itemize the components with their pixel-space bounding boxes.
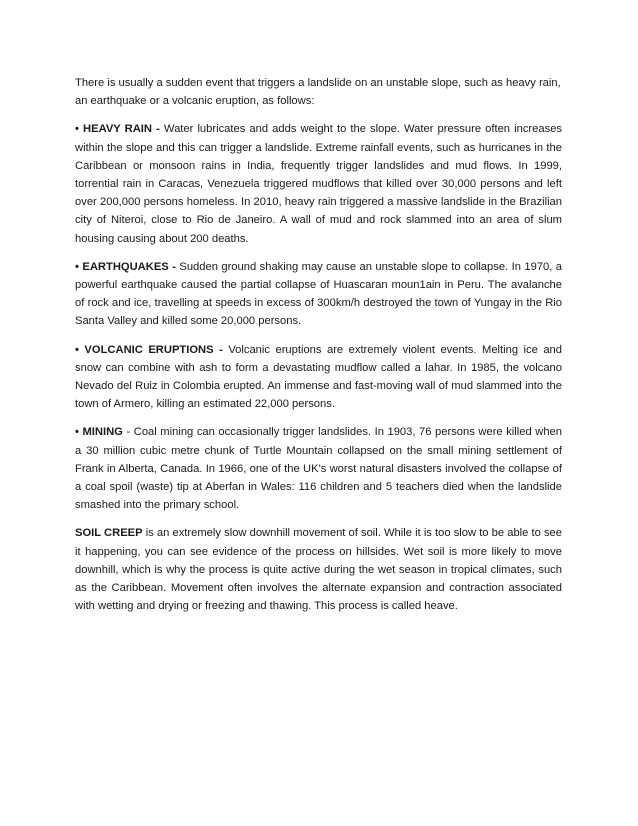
volcanic-eruptions-text: Volcanic eruptions are extremely violent events. Melting ice and snow can combine with ash to form a devastating mudflow called a lahar. In 1985, the volcano Nevado del Ruiz in Colombia erupted. An immense and fast-moving wall of mud slammed into the town of Armero, killing an estimated 22,000 persons. — [75, 343, 563, 411]
heavy-rain-heading: HEAVY RAIN - — [83, 123, 160, 136]
mining-text: - Coal mining can occasionally trigger landslides. In 1903, 76 persons were killed when a 30 million cubic metre chunk of Turtle Mountain collapsed on the small mining settlement of Frank in Alberta, Canada. In 1966, one of the UK's worst natural disasters involved the collapse of a coal spoil (waste) tip at Aberfan in Wales: 116 children and 5 teachers died when the landslide smashed into the primary school. — [75, 426, 562, 512]
volcanic-eruptions-bullet: • — [75, 343, 79, 356]
mining-heading: MINING — [82, 426, 123, 439]
soil-creep-text: is an extremely slow downhill movement of soil. While it is too slow to be able to see it happening, you can see evidence of the process on hillsides. Wet soil is more likely to move downhill, which is why the process is quite active during the wet season in tropical climates, such as the Caribbean. Movement often involves the alternate expansion and contraction associated with wetting and drying or freezing and thawing. This process is called heave. — [75, 527, 562, 613]
intro-paragraph: There is usually a sudden event that triggers a landslide on an unstable slope, such as heavy rain, an earthquake or a volcanic eruption, as follows: — [75, 77, 561, 108]
volcanic-eruptions-paragraph — [75, 341, 562, 414]
soil-creep-paragraph — [75, 524, 562, 615]
document-page — [75, 74, 562, 625]
earthquakes-paragraph — [75, 258, 562, 331]
mining-bullet: • — [75, 426, 79, 439]
heavy-rain-paragraph — [75, 120, 562, 247]
earthquakes-bullet: • — [75, 260, 79, 273]
mining-paragraph — [75, 423, 562, 514]
soil-creep-heading: SOIL CREEP — [75, 527, 143, 540]
volcanic-eruptions-heading: VOLCANIC ERUPTIONS - — [84, 343, 223, 356]
heavy-rain-text: Water lubricates and adds weight to the slope. Water pressure often increases within the slope and this can trigger a landslide. Extreme rainfall events, such as hurricanes in the Caribbean or monsoon rains in India, frequently trigger landslides and mud flows. In 1999, torrential rain in Caracas, Venezuela triggered mudflows that killed over 30,000 persons and left over 200,000 persons homeless. In 2010, heavy rain triggered a massive landslide in the Brazilian city of Niteroi, close to Rio de Janeiro. A wall of mud and rock slammed into an area of slum housing causing about 200 deaths. — [75, 123, 563, 245]
earthquakes-heading: EARTHQUAKES - — [82, 260, 176, 273]
heavy-rain-bullet: • — [75, 123, 79, 136]
earthquakes-text: Sudden ground shaking may cause an unstable slope to collapse. In 1970, a powerful earthquake caused the partial collapse of Huascaran moun1ain in Peru. The avalanche of rock and ice, travelling at speeds in excess of 300km/h destroyed the town of Yungay in the Rio Santa Valley and killed some 20,000 persons. — [75, 260, 563, 328]
